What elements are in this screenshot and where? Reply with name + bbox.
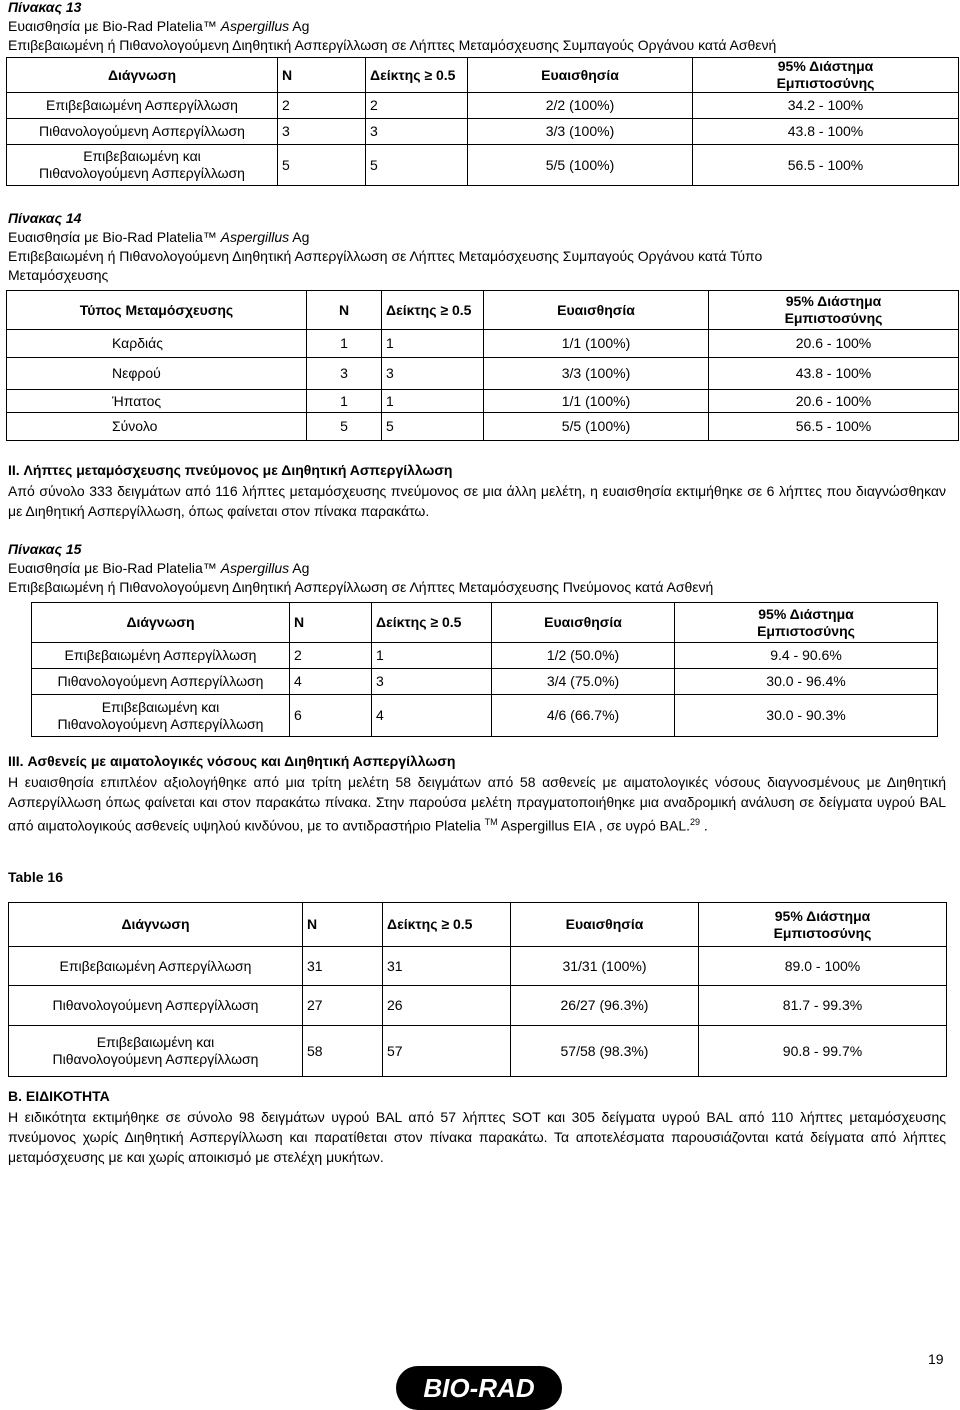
table16-cell [9,1026,303,1077]
table13-subtitle [8,17,309,36]
table16-cell: 57 [383,1026,511,1077]
table13-cell: 5 [366,145,468,186]
logo-text: BIO-RAD [423,1373,535,1403]
page-number: 19 [928,1351,944,1367]
table-row [32,643,938,669]
table14-cell: Ήπατος [7,390,307,413]
table15-header-index: Δείκτης ≥ 0.5 [372,603,492,643]
table-row [7,358,959,390]
table14-cell: 3/3 (100%) [484,358,709,390]
table16-cell: 26 [383,986,511,1026]
table16-cell-l2: Πιθανολογούμενη Ασπεργίλλωση [52,1051,259,1067]
section3-paragraph [8,772,946,836]
table13-cell: 43.8 - 100% [693,119,959,145]
table13 [6,57,959,186]
table14-header-sensitivity: Ευαισθησία [484,291,709,330]
table-row [32,695,938,737]
table16-header-index: Δείκτης ≥ 0.5 [383,903,511,947]
table14-cell: 1 [382,330,484,358]
table15-caption: Επιβεβαιωμένη ή Πιθανολογούμενη Διηθητική Ασπεργίλλωση σε Λήπτες Μεταμόσχευσης Πνεύμονος κατά Ασθενή [8,579,714,595]
section2-paragraph-l2: λήπτες που διαγνώσθηκαν με Διηθητική Ασπεργίλλωση, όπως φαίνεται στον πίνακα παρακάτω. [8,483,946,519]
table14-cell: Σύνολο [7,413,307,441]
table13-subtitle-end: Ag [289,18,310,34]
table16 [8,902,947,1077]
table14-cell: 1/1 (100%) [484,390,709,413]
table16-header-sensitivity: Ευαισθησία [511,903,699,947]
table15-cell: 30.0 - 90.3% [675,695,938,737]
table13-header-diagnosis: Διάγνωση [7,58,278,93]
table13-cell: 3 [278,119,366,145]
sectionB-heading: B. ΕΙΔΙΚΟΤΗΤΑ [8,1088,110,1104]
table14-caption-cont: Μεταμόσχευσης [8,267,109,283]
table13-cell: 2/2 (100%) [468,93,693,119]
table13-cell: 2 [366,93,468,119]
table14-cell: 1 [307,390,382,413]
table15-header-ci-l1: 95% Διάστημα [758,605,854,622]
table16-header-ci-l1: 95% Διάστημα [774,907,871,924]
sectionB-paragraph-l2: μεταμόσχευσης πνεύμονος χωρίς Διηθητική Ασπεργίλλωση και παρατίθεται στον πίνακα παρακάτω. Τα αποτελέσματα [8,1109,946,1145]
table16-header-n: N [303,903,383,947]
table16-cell: 58 [303,1026,383,1077]
table15-header-n: N [290,603,372,643]
table13-caption: Επιβεβαιωμένη ή Πιθανολογούμενη Διηθητική Ασπεργίλλωση σε Λήπτες Μεταμόσχευσης Συμπαγούς Οργάνου κατά Ασθενή [8,37,777,53]
table16-header-row [9,903,947,947]
table15 [31,602,938,737]
table14-cell: 56.5 - 100% [709,413,959,441]
table-row [7,413,959,441]
table14-cell: 43.8 - 100% [709,358,959,390]
table-row [7,145,959,186]
table15-cell: Πιθανολογούμενη Ασπεργίλλωση [32,669,290,695]
table14-cell: 1 [307,330,382,358]
trademark-superscript: TM [484,817,498,827]
reference-superscript: 29 [690,817,701,827]
table13-cell: Πιθανολογούμενη Ασπεργίλλωση [7,119,278,145]
table16-cell: 26/27 (96.3%) [511,986,699,1026]
table14-subtitle-end: Ag [289,229,310,245]
table15-subtitle-text: Ευαισθησία με Bio-Rad Platelia™ [8,560,221,576]
table15-cell-l1: Επιβεβαιωμένη και [101,698,220,715]
table15-cell: 3 [372,669,492,695]
table13-cell: 5 [278,145,366,186]
table15-cell: 6 [290,695,372,737]
table15-cell: 4 [290,669,372,695]
table-row [7,93,959,119]
table13-cell: 56.5 - 100% [693,145,959,186]
section3-paragraph-l4: αντιδραστήριο Platelia [342,817,485,834]
section3-paragraph-l4c: . [700,817,708,834]
table14-header-ci-l1: 95% Διάστημα [785,293,882,309]
table14-cell: Καρδιάς [7,330,307,358]
table15-cell-l2: Πιθανολογούμενη Ασπεργίλλωση [57,715,264,732]
table16-title: Table 16 [8,869,63,885]
table16-cell: Πιθανολογούμενη Ασπεργίλλωση [9,986,303,1026]
table14-cell: 5/5 (100%) [484,413,709,441]
table14-cell: 1/1 (100%) [484,330,709,358]
table13-header-ci-l2: Εμπιστοσύνης [776,75,875,91]
table15-cell: 3/4 (75.0%) [492,669,675,695]
table14-cell: 3 [382,358,484,390]
table-row [32,669,938,695]
table13-cell-l2: Πιθανολογούμενη Ασπεργίλλωση [39,165,245,181]
section2-paragraph-l1: Από σύνολο 333 δειγμάτων από 116 λήπτες μεταμόσχευσης πνεύμονος σε μια άλλη μελέτη, η ευαισθησία εκτιμήθηκε σε 6 [8,483,775,499]
sectionB-paragraph-l1: Η ειδικότητα εκτιμήθηκε σε σύνολο 98 δειγμάτων υγρού BAL από 57 λήπτες SOT και 305 δείγματα υγρού BAL από 110 λήπτες [8,1109,843,1125]
table13-header-ci [693,58,959,93]
table15-subtitle-italic: Aspergillus [220,560,290,576]
table15-cell: 30.0 - 96.4% [675,669,938,695]
sectionB-paragraph-l3: παρουσιάζονται κατά δείγματα από λήπτες μεταμόσχευσης με και χωρίς αποικισμό με στελέχη μυκήτων. [8,1129,947,1165]
table14-cell: 3 [307,358,382,390]
table13-cell [7,145,278,186]
table16-cell: Επιβεβαιωμένη Ασπεργίλλωση [9,947,303,986]
table-row [7,330,959,358]
table13-header-n: N [278,58,366,93]
table16-cell-l1: Επιβεβαιωμένη και [96,1034,215,1050]
sectionB-paragraph [8,1107,946,1167]
table13-header-row [7,58,959,93]
table14-cell: 5 [382,413,484,441]
table13-cell-l1: Επιβεβαιωμένη και [83,148,201,164]
table15-header-sensitivity: Ευαισθησία [492,603,675,643]
table16-cell: 57/58 (98.3%) [511,1026,699,1077]
section3-heading: III. Ασθενείς με αιματολογικές νόσους και Διηθητική Ασπεργίλλωση [8,753,456,769]
table15-title: Πίνακας 15 [8,541,82,557]
table14-cell: 20.6 - 100% [709,330,959,358]
table15-cell: 4 [372,695,492,737]
table14-cell: 20.6 - 100% [709,390,959,413]
table15-cell: 9.4 - 90.6% [675,643,938,669]
table13-cell: Επιβεβαιωμένη Ασπεργίλλωση [7,93,278,119]
section2-heading: II. Λήπτες μεταμόσχευσης πνεύμονος με Διηθητική Ασπεργίλλωση [8,462,453,478]
table15-cell: 4/6 (66.7%) [492,695,675,737]
table15-cell: 2 [290,643,372,669]
table16-cell: 89.0 - 100% [699,947,947,986]
table14 [6,290,959,441]
table-row [9,947,947,986]
table14-header-n: N [307,291,382,330]
table14-subtitle-italic: Aspergillus [220,229,290,245]
table14-subtitle-text: Ευαισθησία με Bio-Rad Platelia™ [8,229,221,245]
table14-subtitle [8,228,309,247]
section3-paragraph-l4b: Aspergillus EIA , σε υγρό BAL. [497,817,691,834]
table13-cell: 2 [278,93,366,119]
table15-header-ci-l2: Εμπιστοσύνης [757,622,855,639]
table14-cell: 5 [307,413,382,441]
table-row [9,1026,947,1077]
table15-cell: 1/2 (50.0%) [492,643,675,669]
table13-title: Πίνακας 13 [8,0,82,15]
table-row [9,986,947,1026]
table16-header-ci-l2: Εμπιστοσύνης [773,924,872,941]
table14-header-row [7,291,959,330]
section3-paragraph-l2: διαγνοσμένους με Διηθητική Ασπεργίλλωση όπως φαίνεται και στον παρακάτω πίνακα. Στην παρούσα μελέτη [8,774,947,810]
table13-header-index: Δείκτης ≥ 0.5 [366,58,468,93]
table14-header-ci-l2: Εμπιστοσύνης [784,310,883,326]
table14-caption: Επιβεβαιωμένη ή Πιθανολογούμενη Διηθητική Ασπεργίλλωση σε Λήπτες Μεταμόσχευσης Συμπαγούς Οργάνου κατά Τύπο [8,248,763,264]
table13-cell: 3/3 (100%) [468,119,693,145]
section2-paragraph [8,481,946,521]
table16-cell: 81.7 - 99.3% [699,986,947,1026]
table14-cell: 1 [382,390,484,413]
table14-header-type: Τύπος Μεταμόσχευσης [7,291,307,330]
table13-cell: 5/5 (100%) [468,145,693,186]
table-row [7,390,959,413]
table16-cell: 90.8 - 99.7% [699,1026,947,1077]
table14-header-ci [709,291,959,330]
table15-cell: 1 [372,643,492,669]
section3-paragraph-l1: Η ευαισθησία επιπλέον αξιολογήθηκε από μια τρίτη μελέτη 58 δειγμάτων από 58 ασθενείς με αιματολογικές νόσους [8,774,761,790]
table15-header-row [32,603,938,643]
table-row [7,119,959,145]
table16-cell: 31/31 (100%) [511,947,699,986]
table13-subtitle-italic: Aspergillus [220,18,290,34]
table13-cell: 34.2 - 100% [693,93,959,119]
table16-cell: 27 [303,986,383,1026]
table13-header-sensitivity: Ευαισθησία [468,58,693,93]
table15-cell: Επιβεβαιωμένη Ασπεργίλλωση [32,643,290,669]
bio-rad-logo [396,1366,562,1410]
table15-header-diagnosis: Διάγνωση [32,603,290,643]
table16-header-diagnosis: Διάγνωση [9,903,303,947]
table16-cell: 31 [303,947,383,986]
table15-subtitle [8,559,309,578]
section3-paragraph-l3: πραγματοποιήθηκε μια αναδρομική ανάλυση σε δείγματα υγρού BAL από αιματολογικούς ασθενείς υψηλού κινδύνου, με το [8,794,946,834]
table16-header-ci [699,903,947,947]
table15-header-ci [675,603,938,643]
table13-cell: 3 [366,119,468,145]
table14-title: Πίνακας 14 [8,210,82,226]
table14-cell: Νεφρού [7,358,307,390]
table15-subtitle-end: Ag [289,560,310,576]
table16-cell: 31 [383,947,511,986]
table15-cell [32,695,290,737]
table13-header-ci-l1: 95% Διάστημα [777,58,874,74]
table14-header-index: Δείκτης ≥ 0.5 [382,291,484,330]
table13-subtitle-text: Ευαισθησία με Bio-Rad Platelia™ [8,18,221,34]
